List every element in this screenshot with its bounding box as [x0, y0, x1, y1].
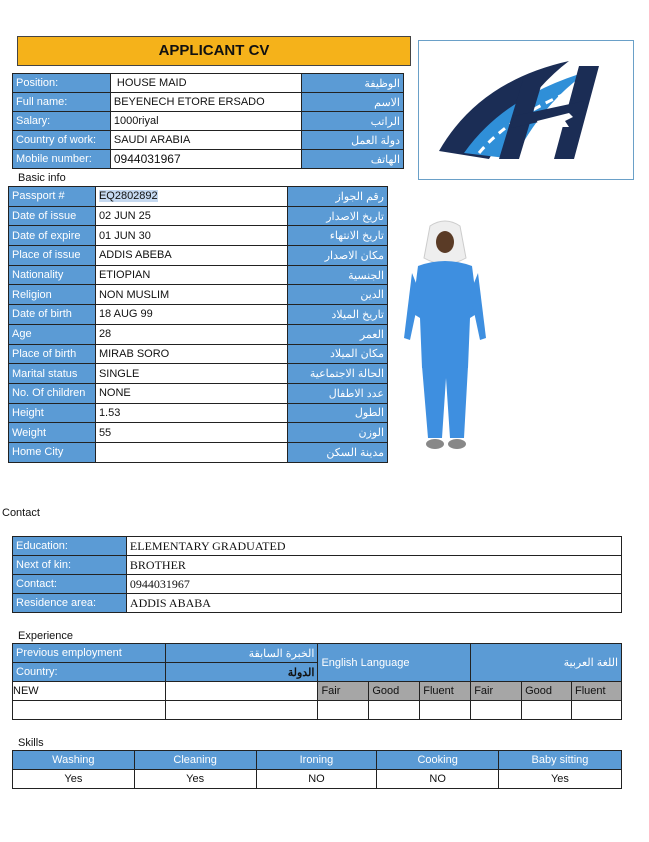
table-row	[9, 206, 388, 226]
field-label-ar: الجنسية	[288, 265, 388, 285]
level-cell	[572, 701, 622, 720]
field-label: Passport #	[9, 187, 96, 207]
table-row	[9, 344, 388, 364]
field-value: 55	[95, 423, 287, 443]
table-row	[9, 265, 388, 285]
level-cell	[471, 701, 522, 720]
skill-header: Washing	[13, 751, 135, 770]
table-row	[13, 150, 404, 169]
field-value: ADDIS ABEBA	[95, 246, 287, 266]
field-value: ELEMENTARY GRADUATED	[126, 537, 621, 556]
table-row	[13, 537, 622, 556]
skill-header: Cooking	[377, 751, 499, 770]
field-label: Home City	[9, 442, 96, 462]
field-value: HOUSE MAID	[110, 74, 302, 93]
table-row	[9, 187, 388, 207]
table-row	[13, 575, 622, 594]
table-row	[13, 74, 404, 93]
skills-table	[12, 750, 622, 789]
skill-value: Yes	[13, 770, 135, 789]
company-logo	[418, 40, 634, 180]
field-label: Marital status	[9, 364, 96, 384]
field-label: Residence area:	[13, 594, 127, 613]
arabic-language-label: اللغة العربية	[471, 644, 622, 682]
passport-number: EQ2802892	[98, 190, 158, 203]
arabic-level-header: Fluent	[572, 682, 622, 701]
level-cell	[522, 701, 572, 720]
country-label: Country:	[13, 663, 166, 682]
skills-heading: Skills	[18, 737, 44, 749]
field-value: 0944031967	[110, 150, 302, 169]
field-value: 1.53	[95, 403, 287, 423]
table-row	[9, 403, 388, 423]
table-row	[9, 383, 388, 403]
field-value: 0944031967	[126, 575, 621, 594]
basic-info-heading: Basic info	[18, 172, 66, 184]
field-label-ar: العمر	[288, 324, 388, 344]
experience-cell	[13, 701, 166, 720]
field-value: 18 AUG 99	[95, 305, 287, 325]
table-row	[9, 246, 388, 266]
top-info-table	[12, 73, 404, 169]
field-value: 1000riyal	[110, 112, 302, 131]
arabic-level-header: Good	[522, 682, 572, 701]
table-row	[13, 93, 404, 112]
table-row	[9, 324, 388, 344]
field-label: Place of birth	[9, 344, 96, 364]
field-label-ar: الدين	[288, 285, 388, 305]
country-ar: الدولة	[165, 663, 318, 682]
table-row	[9, 423, 388, 443]
skill-value: NO	[377, 770, 499, 789]
field-label-ar: رقم الجواز	[288, 187, 388, 207]
field-label: Mobile number:	[13, 150, 111, 169]
table-row	[13, 556, 622, 575]
field-value: SAUDI ARABIA	[110, 131, 302, 150]
english-level-header: Good	[369, 682, 420, 701]
field-label-ar: الطول	[288, 403, 388, 423]
experience-value: NEW	[13, 682, 166, 701]
field-label: Religion	[9, 285, 96, 305]
field-label: Date of expire	[9, 226, 96, 246]
experience-heading: Experience	[18, 630, 74, 642]
field-label-ar: الاسم	[302, 93, 404, 112]
level-cell	[318, 701, 369, 720]
contact-table	[12, 536, 622, 613]
skill-value: NO	[256, 770, 377, 789]
english-level-header: Fluent	[420, 682, 471, 701]
field-value	[95, 187, 287, 207]
field-label: Country of work:	[13, 131, 111, 150]
field-label-ar: عدد الاطفال	[288, 383, 388, 403]
previous-employment-label: Previous employment	[13, 644, 166, 663]
field-label-ar: الوزن	[288, 423, 388, 443]
field-label: Education:	[13, 537, 127, 556]
field-label: Nationality	[9, 265, 96, 285]
table-row	[9, 305, 388, 325]
field-label-ar: الهاتف	[302, 150, 404, 169]
field-value: SINGLE	[95, 364, 287, 384]
experience-cell	[165, 701, 318, 720]
skill-value: Yes	[498, 770, 621, 789]
level-cell	[369, 701, 420, 720]
field-label-ar: الراتب	[302, 112, 404, 131]
field-label: Place of issue	[9, 246, 96, 266]
field-label: Age	[9, 324, 96, 344]
arabic-level-header: Fair	[471, 682, 522, 701]
previous-employment-ar: الخبرة السابقة	[165, 644, 318, 663]
field-value: NONE	[95, 383, 287, 403]
field-label: Weight	[9, 423, 96, 443]
field-value: ETIOPIAN	[95, 265, 287, 285]
field-label-ar: مكان الميلاد	[288, 344, 388, 364]
field-label: Full name:	[13, 93, 111, 112]
field-label-ar: مدينة السكن	[288, 442, 388, 462]
field-value: NON MUSLIM	[95, 285, 287, 305]
contact-heading: Contact	[2, 507, 40, 519]
field-label: Contact:	[13, 575, 127, 594]
field-value: BEYENECH ETORE ERSADO	[110, 93, 302, 112]
table-row	[13, 131, 404, 150]
field-label: Date of issue	[9, 206, 96, 226]
field-value: 28	[95, 324, 287, 344]
skill-header: Ironing	[256, 751, 377, 770]
table-row	[9, 285, 388, 305]
field-value: ADDIS ABABA	[126, 594, 621, 613]
field-label: Date of birth	[9, 305, 96, 325]
basic-info-table	[8, 186, 388, 463]
field-value	[95, 442, 287, 462]
field-label: Position:	[13, 74, 111, 93]
table-row	[13, 594, 622, 613]
experience-table	[12, 643, 622, 720]
field-value: 02 JUN 25	[95, 206, 287, 226]
page-title: APPLICANT CV	[17, 36, 411, 66]
english-language-label: English Language	[318, 644, 471, 682]
field-label-ar: الحالة الاجتماعية	[288, 364, 388, 384]
field-label-ar: تاريخ الميلاد	[288, 305, 388, 325]
field-label-ar: دولة العمل	[302, 131, 404, 150]
field-label-ar: مكان الاصدار	[288, 246, 388, 266]
field-label: No. Of children	[9, 383, 96, 403]
english-level-header: Fair	[318, 682, 369, 701]
skill-header: Baby sitting	[498, 751, 621, 770]
field-value: MIRAB SORO	[95, 344, 287, 364]
experience-cell	[165, 682, 318, 701]
table-row	[9, 364, 388, 384]
field-label-ar: تاريخ الانتهاء	[288, 226, 388, 246]
field-label: Salary:	[13, 112, 111, 131]
level-cell	[420, 701, 471, 720]
field-label: Height	[9, 403, 96, 423]
field-value: 01 JUN 30	[95, 226, 287, 246]
skill-header: Cleaning	[134, 751, 256, 770]
field-label-ar: تاريخ الاصدار	[288, 206, 388, 226]
table-row	[9, 226, 388, 246]
table-row	[13, 112, 404, 131]
table-row	[9, 442, 388, 462]
skill-value: Yes	[134, 770, 256, 789]
field-value: BROTHER	[126, 556, 621, 575]
applicant-photo	[400, 218, 490, 458]
field-label-ar: الوظيفة	[302, 74, 404, 93]
field-label: Next of kin:	[13, 556, 127, 575]
